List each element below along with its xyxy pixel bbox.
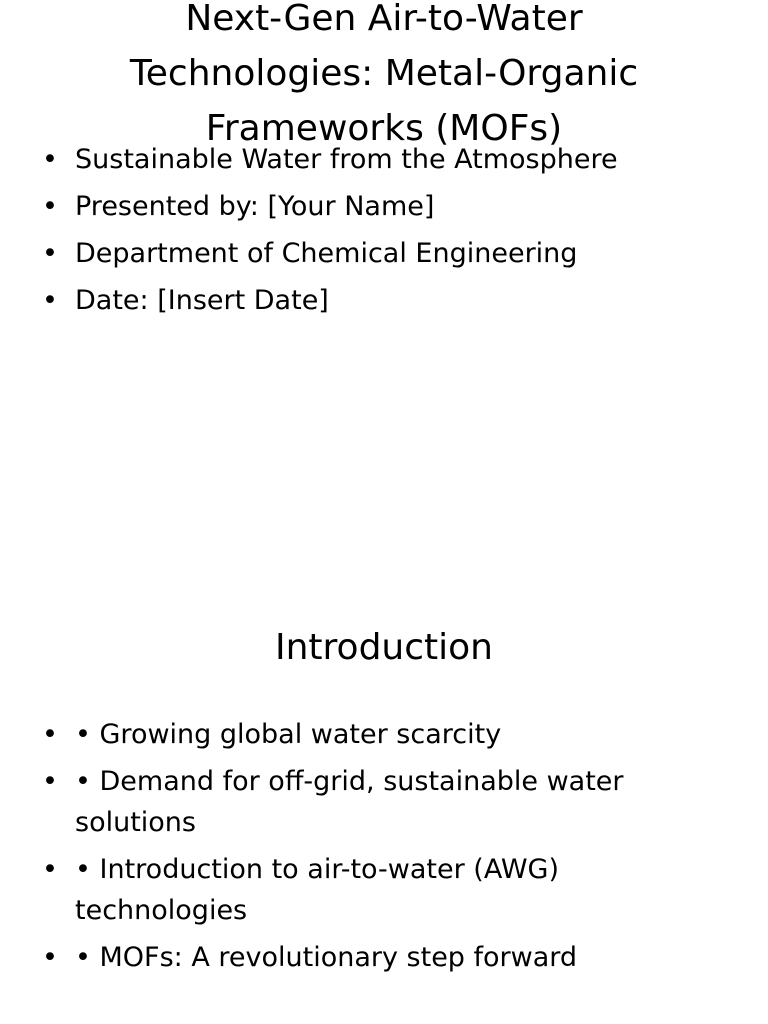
- slide-1-bullet-list: [42, 139, 682, 327]
- slide-1-title: Next-Gen Air-to-Water Technologies: Metal-Organic Frameworks (MOFs): [129, 0, 639, 149]
- bullet-text: • Growing global water scarcity: [75, 719, 502, 750]
- bullet-icon: •: [42, 238, 58, 269]
- list-item: [42, 280, 682, 321]
- list-item: [42, 761, 682, 843]
- bullet-icon: •: [42, 854, 58, 885]
- list-item: [42, 849, 682, 931]
- list-item: [42, 937, 682, 978]
- bullet-text: Date: [Insert Date]: [75, 285, 329, 316]
- bullet-icon: •: [42, 191, 58, 222]
- bullet-text: • MOFs: A revolutionary step forward: [75, 942, 578, 973]
- bullet-icon: •: [42, 285, 58, 316]
- bullet-text: Sustainable Water from the Atmosphere: [75, 144, 618, 175]
- slide-2-title: Introduction: [274, 627, 493, 668]
- list-item: [42, 186, 682, 227]
- list-item: [42, 139, 682, 180]
- bullet-icon: •: [42, 144, 58, 175]
- bullet-text: • Introduction to air-to-water (AWG) technologies: [75, 854, 559, 926]
- list-item: [42, 714, 682, 755]
- bullet-text: Presented by: [Your Name]: [75, 191, 435, 222]
- bullet-icon: •: [42, 766, 58, 797]
- bullet-icon: •: [42, 719, 58, 750]
- list-item: [42, 233, 682, 274]
- bullet-text: Department of Chemical Engineering: [75, 238, 578, 269]
- bullet-icon: •: [42, 942, 58, 973]
- slide-2-bullet-list: [42, 714, 682, 984]
- bullet-text: • Demand for off-grid, sustainable water solutions: [75, 766, 624, 838]
